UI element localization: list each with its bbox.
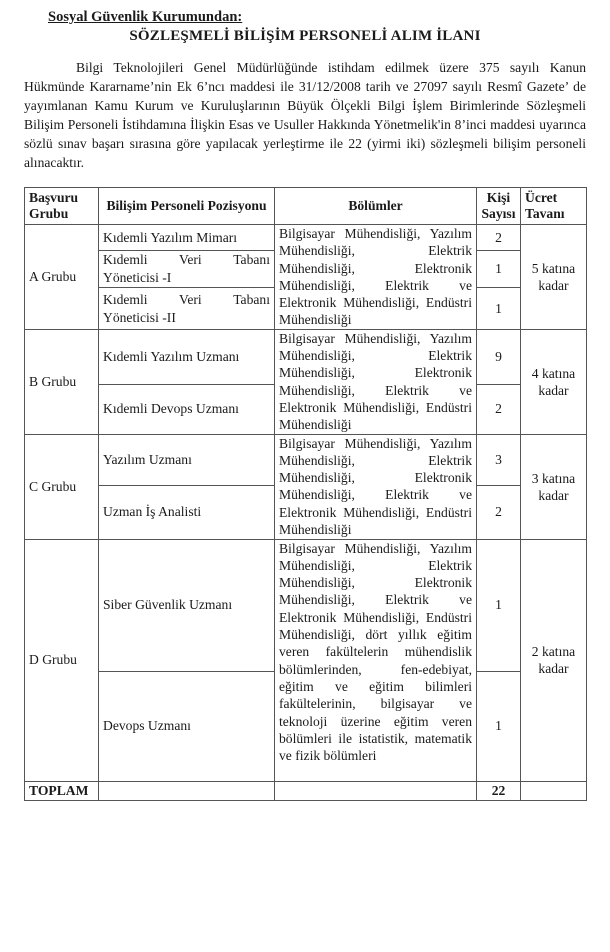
person-count: 1 [477, 671, 521, 781]
position-title: Uzman İş Analisti [99, 485, 275, 539]
total-empty-fee [521, 781, 587, 800]
person-count: 1 [477, 251, 521, 288]
position-title: Devops Uzmanı [99, 671, 275, 781]
departments: Bilgisayar Mühendisliği, Yazılım Mühendisliği, Elektrik Mühendisliği, Elektronik Mühendisliği, Elektrik ve Elektronik Mühendisliği, Endüstri Mühendisliği [275, 434, 477, 539]
salary-ceiling: 3 katına kadar [521, 434, 587, 539]
intro-paragraph: Bilgi Teknolojileri Genel Müdürlüğünde istihdam edilmek üzere 375 sayılı Kanun Hükmünde Kararname’nin Ek 6’ncı maddesi ile 31/12/2008 tarih ve 27097 sayılı Resmî Gazete’ de yayımlanan Kamu Kurum ve Kuruluşlarının Büyük Ölçekli Bilgi İşlem Birimlerinde Sözleşmeli Bilişim Personeli İstihdamına İlişkin Esas ve Usuller Hakkında Yönetmelik'in 8’inci maddesi uyarınca sözlü sınav başarı sırasına göre yapılacak yerleştirme ile 22 (yirmi iki) sözleşmeli bilişim personeli alınacaktır. [24, 60, 586, 170]
total-empty-position [99, 781, 275, 800]
person-count: 2 [477, 485, 521, 539]
person-count: 1 [477, 288, 521, 329]
group-name: D Grubu [25, 539, 99, 781]
table-header-row [25, 188, 587, 225]
salary-ceiling: 4 katına kadar [521, 329, 587, 434]
position-title: Kıdemli Devops Uzmanı [99, 385, 275, 434]
positions-table [24, 187, 587, 801]
header-count: Kişi Sayısı [477, 188, 521, 225]
position-title: Kıdemli Veri Tabanı Yöneticisi -II [99, 288, 275, 329]
total-count: 22 [477, 781, 521, 800]
person-count: 9 [477, 329, 521, 384]
group-name: A Grubu [25, 225, 99, 330]
table-row [25, 225, 587, 251]
header-fee: Ücret Tavanı [521, 188, 587, 225]
header-position: Bilişim Personeli Pozisyonu [99, 188, 275, 225]
salary-ceiling: 5 katına kadar [521, 225, 587, 330]
departments: Bilgisayar Mühendisliği, Yazılım Mühendisliği, Elektrik Mühendisliği, Elektronik Mühendisliği, Elektrik ve Elektronik Mühendisliği, Endüstri Mühendisliği [275, 225, 477, 330]
person-count: 3 [477, 434, 521, 485]
table-row [25, 329, 587, 384]
salary-ceiling: 2 katına kadar [521, 539, 587, 781]
group-name: B Grubu [25, 329, 99, 434]
total-empty-departments [275, 781, 477, 800]
person-count: 2 [477, 385, 521, 434]
position-title: Yazılım Uzmanı [99, 434, 275, 485]
position-title: Siber Güvenlik Uzmanı [99, 539, 275, 671]
table-row [25, 539, 587, 671]
total-label: TOPLAM [25, 781, 99, 800]
person-count: 1 [477, 539, 521, 671]
group-name: C Grubu [25, 434, 99, 539]
page-title: SÖZLEŞMELİ BİLİŞİM PERSONELİ ALIM İLANI [129, 28, 481, 44]
position-title: Kıdemli Yazılım Uzmanı [99, 329, 275, 384]
header-group: Başvuru Grubu [25, 188, 99, 225]
departments: Bilgisayar Mühendisliği, Yazılım Mühendisliği, Elektrik Mühendisliği, Elektronik Mühendisliği, Elektrik ve Elektronik Mühendisliği, Endüstri Mühendisliği [275, 329, 477, 434]
departments: Bilgisayar Mühendisliği, Yazılım Mühendisliği, Elektrik Mühendisliği, Elektronik Mühendisliği, Elektrik ve Elektronik Mühendisliği, Endüstri Mühendisliği, dört yıllık eğitim veren fakültelerin mühendislik bölümlerinden, fen-edebiyat, eğitim ve eğitim bilimleri fakültelerinin, bilgisayar ve teknoloji üzerine eğitim veren bölümleri ile istatistik, matematik ve fizik bölümleri [275, 539, 477, 781]
table-row [25, 434, 587, 485]
position-title: Kıdemli Veri Tabanı Yöneticisi -I [99, 251, 275, 288]
organization-name: Sosyal Güvenlik Kurumundan: [48, 9, 243, 25]
person-count: 2 [477, 225, 521, 251]
position-title: Kıdemli Yazılım Mimarı [99, 225, 275, 251]
header-departments: Bölümler [275, 188, 477, 225]
total-row [25, 781, 587, 800]
